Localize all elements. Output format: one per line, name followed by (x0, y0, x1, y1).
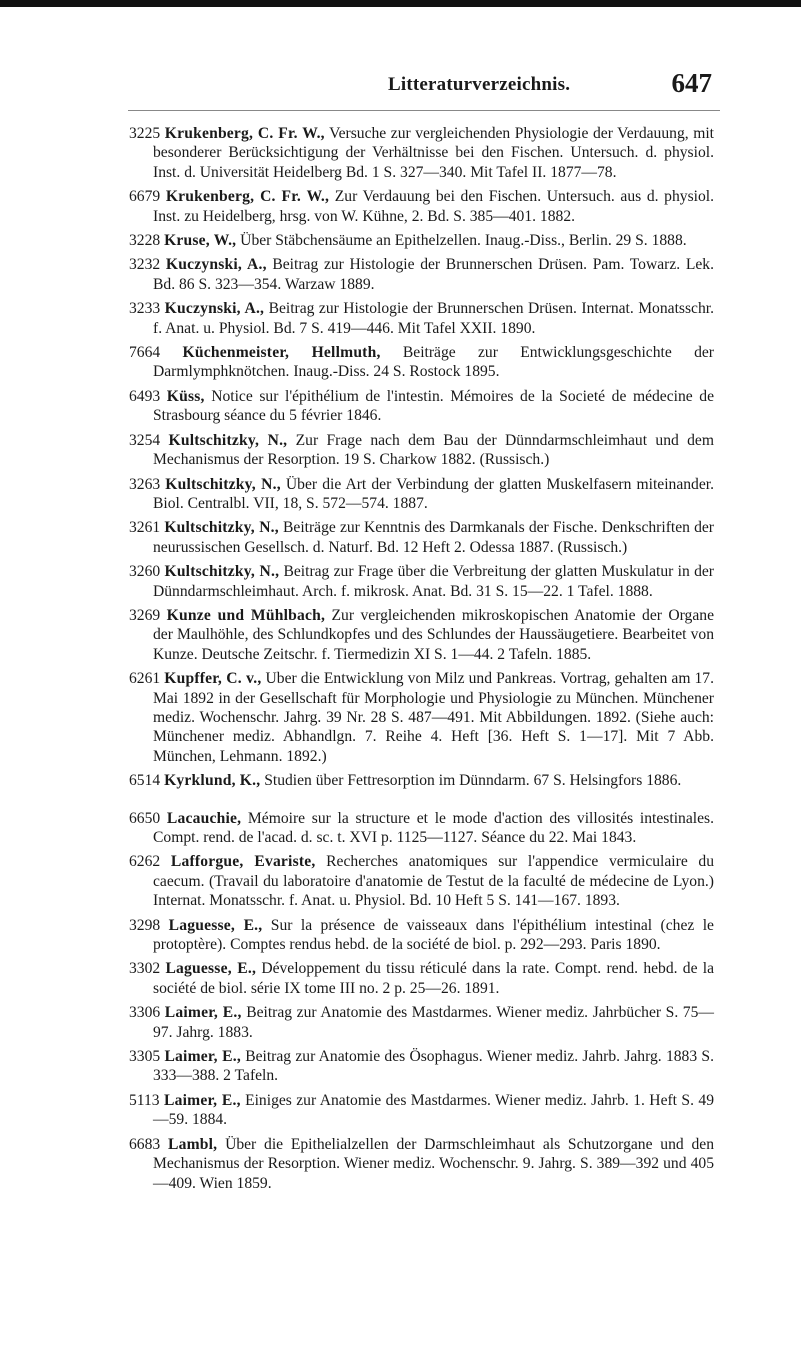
entry-number: 3260 (129, 563, 161, 581)
entry-author: Kultschitzky, N., (164, 519, 279, 537)
entry-number: 3228 (129, 232, 161, 250)
bibliography-entry (129, 1047, 714, 1086)
running-head: Litteraturverzeichnis. (388, 74, 571, 95)
entry-author: Laimer, E., (164, 1048, 241, 1066)
entry-text: Beitrag zur Histologie der Brunnerschen Drüsen. Pam. Towarz. Lek. Bd. 86 S. 323—354. Warzaw 1889. (153, 256, 715, 293)
bibliography-entry (129, 475, 714, 514)
scan-top-edge (0, 0, 801, 7)
bibliography-entry (129, 916, 714, 955)
entry-text: Beitrag zur Histologie der Brunnerschen Drüsen. Internat. Monatsschr. f. Anat. u. Physiol. Bd. 7 S. 419—446. Mit Tafel XXII. 1890. (153, 300, 714, 337)
bibliography-entry (129, 959, 714, 998)
entry-number: 3298 (129, 916, 161, 934)
entry-number: 3254 (129, 431, 161, 449)
bibliography-entry (129, 343, 714, 382)
entry-text: Zur vergleichenden mikroskopischen Anatomie der Organe der Maulhöhle, des Schlundkopfes und des Schlundes der Haussäugetiere. Bearbeitet von Kunze. Deutsche Zeitschr. f. Tiermedizin XI S. 1—44. 2 Tafeln. 1885. (153, 606, 714, 663)
entry-number: 3261 (129, 519, 161, 537)
bibliography-entry (129, 124, 714, 182)
bibliography-entry (129, 669, 714, 766)
entry-text: Zur Frage nach dem Bau der Dünndarmschleimhaut und dem Mechanismus der Resorption. 19 S. Charkow 1882. (Russisch.) (153, 431, 714, 469)
entry-number: 6493 (129, 387, 161, 405)
entry-text: Über Stäbchensäume an Epithelzellen. Inaug.-Diss., Berlin. 29 S. 1888. (236, 232, 687, 250)
entry-author: Kultschitzky, N., (168, 431, 288, 449)
entry-text: Recherches anatomiques sur l'appendice vermiculaire du caecum. (Travail du laboratoire d'anatomie de Testut de la faculté de médecine de Lyon.) Internat. Monatsschr. f. Anat. u. Physiol. Bd. 10 Heft 5 S. 141—167. 1893. (153, 853, 715, 910)
entry-author: Kyrklund, K., (164, 772, 261, 790)
bibliography-entry (129, 1135, 714, 1193)
entry-author: Krukenberg, C. Fr. W., (164, 125, 325, 142)
entry-author: Lacauchie, (166, 809, 242, 827)
entry-number: 3233 (129, 300, 161, 318)
entry-number: 6683 (129, 1135, 161, 1153)
header-rule (128, 110, 720, 111)
entry-author: Kuczynski, A., (164, 300, 265, 318)
entry-number: 3232 (129, 256, 161, 274)
bibliography-entry (129, 299, 714, 338)
entry-author: Kruse, W., (164, 232, 237, 250)
entry-number: 6261 (129, 670, 161, 688)
entry-text: Beiträge zur Kenntnis des Darmkanals der Fische. Denkschriften der neurussischen Gesellsch. d. Naturf. Bd. 12 Heft 2. Odessa 1887. (Russisch.) (153, 519, 714, 556)
entry-text: Beiträge zur Entwicklungsgeschichte der Darmlymphknötchen. Inaug.-Diss. 24 S. Rostock 1895. (153, 344, 714, 381)
entry-text: Beitrag zur Anatomie des Ösophagus. Wiener mediz. Jahrb. Jahrg. 1883 S. 333—388. 2 Tafeln. (153, 1048, 714, 1085)
entry-author: Laimer, E., (164, 1004, 242, 1022)
entry-author: Krukenberg, C. Fr. W., (165, 188, 330, 206)
entry-author: Kultschitzky, N., (164, 563, 280, 581)
bibliography-entry (129, 606, 714, 664)
entry-author: Küchenmeister, Hellmuth, (182, 344, 381, 362)
bibliography-list (129, 124, 714, 1198)
entry-author: Laguesse, E., (168, 916, 263, 934)
entry-number: 3263 (129, 475, 161, 493)
entry-text: Mémoire sur la structure et le mode d'action des villosités intestinales. Compt. rend. de l'acad. d. sc. t. XVI p. 1125—1127. Séance du 22. Mai 1843. (153, 809, 714, 846)
entry-number: 6650 (129, 809, 161, 827)
entry-text: Einiges zur Anatomie des Mastdarmes. Wiener mediz. Jahrb. 1. Heft S. 49—59. 1884. (153, 1091, 714, 1129)
page-number: 647 (671, 68, 712, 98)
bibliography-entry (129, 518, 714, 557)
bibliography-entry (129, 431, 714, 470)
entry-author: Kuczynski, A., (165, 256, 267, 274)
bibliography-entry (129, 771, 714, 790)
bibliography-entry (129, 255, 714, 294)
entry-number: 3269 (129, 606, 161, 624)
entry-text: Zur Verdauung bei den Fischen. Untersuch. aus d. physiol. Inst. zu Heidelberg, hrsg. von W. Kühne, 2. Bd. S. 385—401. 1882. (153, 188, 715, 225)
entry-author: Küss, (166, 387, 205, 405)
entry-author: Lambl, (167, 1135, 218, 1153)
entry-author: Laimer, E., (164, 1091, 241, 1109)
entry-text: Beitrag zur Frage über die Verbreitung der glatten Muskulatur in der Dünndarmschleimhaut. Arch. f. mikrosk. Anat. Bd. 31 S. 15—22. 1 Tafel. 1888. (153, 563, 714, 600)
entry-number: 3305 (129, 1048, 161, 1066)
bibliography-entry (129, 809, 714, 848)
entry-text: Notice sur l'épithélium de l'intestin. Mémoires de la Societé de médecine de Strasbourg séance du 5 février 1846. (153, 387, 715, 425)
entry-number: 6514 (129, 772, 161, 790)
bibliography-entry (129, 1003, 714, 1042)
bibliography-entry (129, 187, 714, 226)
entry-text: Sur la présence de vaisseaux dans l'épithélium intestinal (chez le protoptère). Comptes rendus hebd. de la société de biol. p. 292—293. Paris 1890. (153, 916, 714, 954)
entry-number: 6262 (129, 853, 161, 871)
entry-text: Beitrag zur Anatomie des Mastdarmes. Wiener mediz. Jahrbücher S. 75—97. Jahrg. 1883. (153, 1004, 714, 1041)
entry-text: Uber die Entwicklung von Milz und Pankreas. Vortrag, gehalten am 17. Mai 1892 in der Gesellschaft für Morphologie und Physiologie zu München. Münchener mediz. Wochenschr. Jahrg. 39 Nr. 28 S. 487—491. Mit Abbildungen. 1892. (Siehe auch: Münchener mediz. Abhandlgn. 7. Reihe 4. Heft [36. Heft S. 1—17]. Mit 7 Abb. München, Lehmann. 1892.) (153, 670, 715, 765)
entry-text: Studien über Fettresorption im Dünndarm. 67 S. Helsingfors 1886. (260, 772, 682, 790)
bibliography-entry (129, 562, 714, 601)
page-header (130, 60, 720, 102)
entry-number: 3225 (129, 125, 161, 142)
entry-number: 6679 (129, 188, 161, 206)
entry-text: Über die Art der Verbindung der glatten Muskelfasern miteinander. Biol. Centralbl. VII, 18, S. 572—574. 1887. (153, 475, 714, 512)
entry-number: 7664 (129, 344, 161, 362)
entry-number: 3306 (129, 1004, 161, 1022)
bibliography-entry (129, 231, 714, 250)
entry-author: Laguesse, E., (165, 960, 257, 978)
entry-text: Über die Epithelialzellen der Darmschleimhaut als Schutzorgane und den Mechanismus der Resorption. Wiener mediz. Wochenschr. 9. Jahrg. S. 389—392 und 405—409. Wien 1859. (153, 1135, 714, 1192)
entry-number: 3302 (129, 960, 161, 978)
entry-author: Lafforgue, Evariste, (170, 853, 316, 871)
entry-author: Kultschitzky, N., (165, 475, 281, 493)
entry-text: Versuche zur vergleichenden Physiologie der Verdauung, mit besonderer Berücksichtigung der Verhältnisse bei den Fischen. Untersuch. d. physiol. Inst. d. Universität Heidelberg Bd. 1 S. 327—340. Mit Tafel II. 1877—78. (153, 125, 714, 181)
entry-author: Kupffer, C. v., (164, 670, 262, 688)
bibliography-entry (129, 387, 714, 426)
entry-author: Kunze und Mühlbach, (166, 606, 326, 624)
bibliography-entry (129, 852, 714, 910)
bibliography-entry (129, 1091, 714, 1130)
entry-text: Développement du tissu réticulé dans la rate. Compt. rend. hebd. de la société de biol. série IX tome III no. 2 p. 25—26. 1891. (153, 960, 715, 997)
entry-number: 5113 (129, 1091, 160, 1109)
